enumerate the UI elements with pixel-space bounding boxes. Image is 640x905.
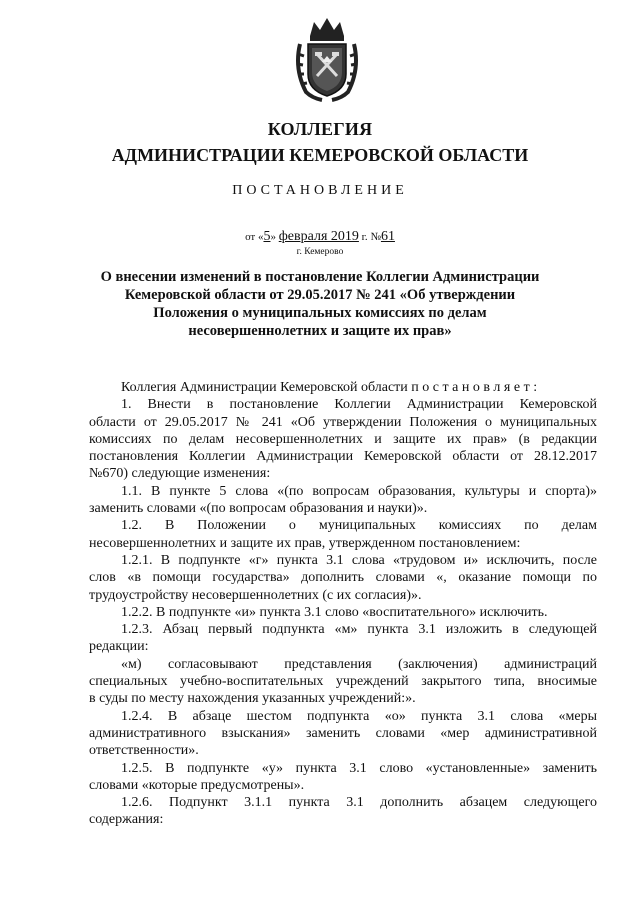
body-line: слов «в помощи государства» дополнить словами «, оказание помощи по: [89, 570, 597, 586]
body-line: 1.2. В Положении о муниципальных комиссиях по делам: [121, 518, 597, 534]
document-body: [89, 379, 597, 829]
body-line: заменить словами «(по вопросам образования и науки)».: [89, 501, 428, 517]
body-line: 1.2.2. В подпункте «и» пункта 3.1 слово «воспитательного» исключить.: [121, 604, 548, 620]
body-line: в суды по месту нахождения указанных учреждений:».: [89, 691, 416, 707]
document-number: 61: [380, 229, 395, 244]
coat-of-arms-icon: [292, 14, 362, 102]
body-line: области от 29.05.2017 № 241 «Об утверждении Положения о муниципальных: [89, 414, 597, 430]
org-name-line1: КОЛЛЕГИЯ: [267, 119, 373, 139]
date-mid: »: [270, 231, 276, 243]
body-line: редакции:: [89, 639, 149, 655]
org-name-line2: АДМИНИСТРАЦИИ КЕМЕРОВСКОЙ ОБЛАСТИ: [111, 145, 529, 165]
title-line: Кемеровской области от 29.05.2017 № 241 «Об утверждении: [124, 287, 516, 303]
body-line: ответственности».: [89, 743, 199, 759]
body-line: административного взыскания» заменить словами «мер административной: [89, 725, 597, 741]
body-line: 1.2.3. Абзац первый подпункта «м» пункта 3.1 изложить в следующей: [121, 622, 597, 638]
date-month-year: февраля 2019: [278, 229, 359, 244]
body-line: 1.2.6. Подпункт 3.1.1 пункта 3.1 дополнить абзацем следующего: [121, 795, 597, 811]
body-line: 1.1. В пункте 5 слова «(по вопросам образования, культуры и спорта)»: [121, 483, 597, 499]
body-line: Коллегия Администрации Кемеровской области п о с т а н о в л я е т :: [121, 380, 538, 395]
body-line: содержания:: [89, 812, 164, 828]
body-line: специальных учебно-воспитательных учреждений закрытого типа, вносимые: [89, 674, 597, 690]
title-line: Положения о муниципальных комиссиях по делам: [153, 305, 487, 321]
number-prefix: №: [370, 231, 381, 243]
date-day: 5: [263, 229, 271, 244]
body-line: 1.2.4. В абзаце шестом подпункта «о» пункта 3.1 слова «меры: [121, 708, 597, 724]
body-line: комиссиях по делам несовершеннолетних и защите их прав» (в редакции: [89, 431, 597, 447]
body-line: словами «которые предусмотрены».: [89, 777, 305, 793]
city-label: г. Кемерово: [296, 247, 344, 257]
document-type: ПОСТАНОВЛЕНИЕ: [232, 183, 408, 198]
date-prefix: от «: [245, 231, 264, 243]
body-line: 1.2.1. В подпункте «г» пункта 3.1 слова «трудовом и» исключить, после: [121, 552, 597, 568]
title-line: несовершеннолетних и защите их прав»: [188, 323, 452, 339]
body-line: постановления Коллегии Администрации Кемеровской области от 28.12.2017: [89, 449, 597, 465]
date-number-line: [0, 229, 640, 245]
body-line: №670) следующие изменения:: [89, 466, 271, 482]
body-line: 1. Внести в постановление Коллегии Администрации Кемеровской: [121, 397, 597, 413]
body-line: трудоустройству несовершеннолетних (с их согласия)».: [89, 587, 422, 603]
year-suffix: г.: [361, 231, 368, 243]
body-line: 1.2.5. В подпункте «у» пункта 3.1 слово «установленные» заменить: [121, 760, 597, 776]
title-line: О внесении изменений в постановление Коллегии Администрации: [100, 269, 540, 285]
body-line: несовершеннолетних и защите их прав, утвержденном постановлением:: [89, 535, 521, 551]
body-line: «м) согласовывают представления (заключения) администраций: [121, 656, 597, 672]
document-title: [100, 268, 540, 340]
